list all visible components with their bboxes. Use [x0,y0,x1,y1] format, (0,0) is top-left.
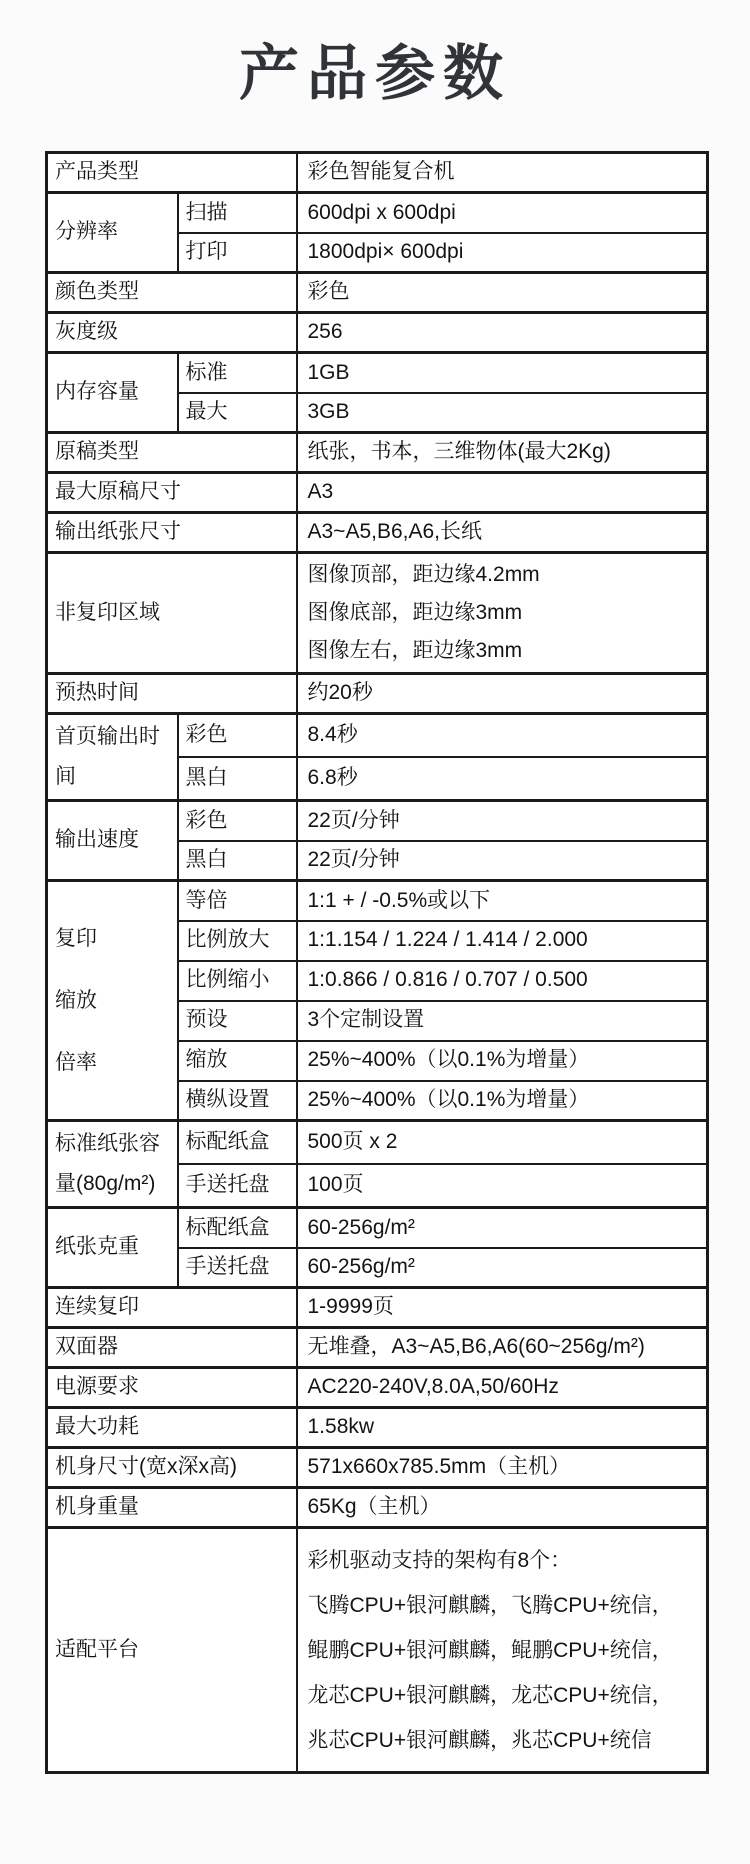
spec-sublabel-print: 打印 [178,233,297,273]
spec-sublabel-zoom-reduce: 比例缩小 [178,961,297,1001]
row-color-type [47,273,708,313]
spec-value-non-copy-area [297,553,708,674]
row-paper-capacity-cassette [47,1121,708,1165]
spec-value-memory-standard: 1GB [297,353,708,393]
spec-value-zoom-xy: 25%~400%（以0.1%为增量） [297,1081,708,1121]
spec-label-product-type: 产品类型 [47,153,297,193]
non-copy-line-bottom: 图像底部，距边缘3mm [307,601,523,624]
spec-value-first-page-color: 8.4秒 [297,714,708,758]
spec-value-output-speed-bw: 22页/分钟 [297,841,708,881]
copy-zoom-label-line1: 复印 [55,926,97,950]
spec-value-print: 1800dpi× 600dpi [297,233,708,273]
spec-label-output-paper-size: 输出纸张尺寸 [47,513,297,553]
row-gray-levels [47,313,708,353]
spec-value-weight-cassette: 60-256g/m² [297,1208,708,1248]
spec-value-product-type: 彩色智能复合机 [297,153,708,193]
spec-label-output-speed: 输出速度 [47,801,178,881]
spec-sublabel-memory-standard: 标准 [178,353,297,393]
spec-label-non-copy-area: 非复印区域 [47,553,297,674]
spec-label-memory: 内存容量 [47,353,178,433]
spec-label-continuous-copy: 连续复印 [47,1288,297,1328]
row-dimensions [47,1448,708,1488]
row-memory-standard [47,353,708,393]
spec-value-power: AC220-240V,8.0A,50/60Hz [297,1368,708,1408]
row-max-original-size [47,473,708,513]
row-original-type [47,433,708,473]
spec-sublabel-capacity-cassette: 标配纸盒 [178,1121,297,1165]
row-resolution-scan [47,193,708,233]
spec-sublabel-output-speed-bw: 黑白 [178,841,297,881]
spec-label-platform: 适配平台 [47,1528,297,1773]
copy-zoom-label-line3: 倍率 [55,1050,97,1074]
spec-value-weight: 65Kg（主机） [297,1488,708,1528]
page-title: 产品参数 [239,40,511,107]
row-weight [47,1488,708,1528]
row-power [47,1368,708,1408]
platform-line-kunpeng: 鲲鹏CPU+银河麒麟，鲲鹏CPU+统信， [307,1638,673,1662]
spec-label-original-type: 原稿类型 [47,433,297,473]
spec-value-output-paper-size: A3~A5,B6,A6,长纸 [297,513,708,553]
spec-label-warmup-time: 预热时间 [47,674,297,714]
spec-value-continuous-copy: 1-9999页 [297,1288,708,1328]
spec-value-scan: 600dpi x 600dpi [297,193,708,233]
spec-label-duplex: 双面器 [47,1328,297,1368]
platform-line-zhaoxin: 兆芯CPU+银河麒麟，兆芯CPU+统信 [307,1728,652,1752]
spec-value-zoom-enlarge: 1:1.154 / 1.224 / 1.414 / 2.000 [297,921,708,961]
spec-table [45,151,709,1774]
spec-label-first-page-out-time: 首页输出时间 [47,714,178,801]
spec-label-color-type: 颜色类型 [47,273,297,313]
spec-label-paper-weight: 纸张克重 [47,1208,178,1288]
spec-sublabel-memory-max: 最大 [178,393,297,433]
spec-value-dimensions: 571x660x785.5mm（主机） [297,1448,708,1488]
row-duplex [47,1328,708,1368]
spec-value-first-page-bw: 6.8秒 [297,757,708,801]
non-copy-line-sides: 图像左右，距边缘3mm [307,639,523,662]
platform-line-loongson: 龙芯CPU+银河麒麟，龙芯CPU+统信， [307,1683,673,1707]
row-paper-weight-cassette [47,1208,708,1248]
spec-sublabel-output-speed-color: 彩色 [178,801,297,841]
spec-value-warmup-time: 约20秒 [297,674,708,714]
row-warmup-time [47,674,708,714]
spec-label-power: 电源要求 [47,1368,297,1408]
spec-label-gray-levels: 灰度级 [47,313,297,353]
spec-value-memory-max: 3GB [297,393,708,433]
spec-label-max-original-size: 最大原稿尺寸 [47,473,297,513]
spec-value-platform [297,1528,708,1773]
spec-sublabel-zoom-xy: 横纵设置 [178,1081,297,1121]
spec-value-original-type: 纸张，书本，三维物体(最大2Kg) [297,433,708,473]
spec-sublabel-zoom-equal: 等倍 [178,881,297,921]
row-first-page-color [47,714,708,758]
spec-label-max-power: 最大功耗 [47,1408,297,1448]
spec-sublabel-weight-cassette: 标配纸盒 [178,1208,297,1248]
platform-line-feiteng: 飞腾CPU+银河麒麟，飞腾CPU+统信， [307,1593,673,1617]
spec-value-capacity-bypass: 100页 [297,1164,708,1208]
platform-line-intro: 彩机驱动支持的架构有8个： [307,1548,572,1572]
copy-zoom-label-line2: 缩放 [55,988,97,1012]
spec-sublabel-zoom-range: 缩放 [178,1041,297,1081]
spec-value-zoom-reduce: 1:0.866 / 0.816 / 0.707 / 0.500 [297,961,708,1001]
spec-sublabel-weight-bypass: 手送托盘 [178,1248,297,1288]
spec-label-paper-capacity: 标准纸张容量(80g/m²) [47,1121,178,1208]
spec-label-weight: 机身重量 [47,1488,297,1528]
spec-label-copy-zoom-ratio [47,881,178,1121]
spec-value-capacity-cassette: 500页 x 2 [297,1121,708,1165]
spec-sublabel-first-page-bw: 黑白 [178,757,297,801]
spec-sublabel-scan: 扫描 [178,193,297,233]
row-copy-zoom-equal [47,881,708,921]
spec-value-max-original-size: A3 [297,473,708,513]
spec-sublabel-zoom-preset: 预设 [178,1001,297,1041]
row-max-power [47,1408,708,1448]
spec-sublabel-capacity-bypass: 手送托盘 [178,1164,297,1208]
row-platform [47,1528,708,1773]
spec-value-zoom-equal: 1:1 + / -0.5%或以下 [297,881,708,921]
spec-label-dimensions: 机身尺寸(宽x深x高) [47,1448,297,1488]
spec-value-weight-bypass: 60-256g/m² [297,1248,708,1288]
spec-sublabel-zoom-enlarge: 比例放大 [178,921,297,961]
row-product-type [47,153,708,193]
row-output-paper-size [47,513,708,553]
spec-value-duplex: 无堆叠，A3~A5,B6,A6(60~256g/m²) [297,1328,708,1368]
spec-value-max-power: 1.58kw [297,1408,708,1448]
spec-value-color-type: 彩色 [297,273,708,313]
row-non-copy-area [47,553,708,674]
non-copy-line-top: 图像顶部，距边缘4.2mm [307,563,540,586]
spec-value-output-speed-color: 22页/分钟 [297,801,708,841]
spec-value-zoom-range: 25%~400%（以0.1%为增量） [297,1041,708,1081]
spec-sublabel-first-page-color: 彩色 [178,714,297,758]
spec-value-gray-levels: 256 [297,313,708,353]
row-continuous-copy [47,1288,708,1328]
row-output-speed-color [47,801,708,841]
spec-label-resolution: 分辨率 [47,193,178,273]
spec-value-zoom-preset: 3个定制设置 [297,1001,708,1041]
